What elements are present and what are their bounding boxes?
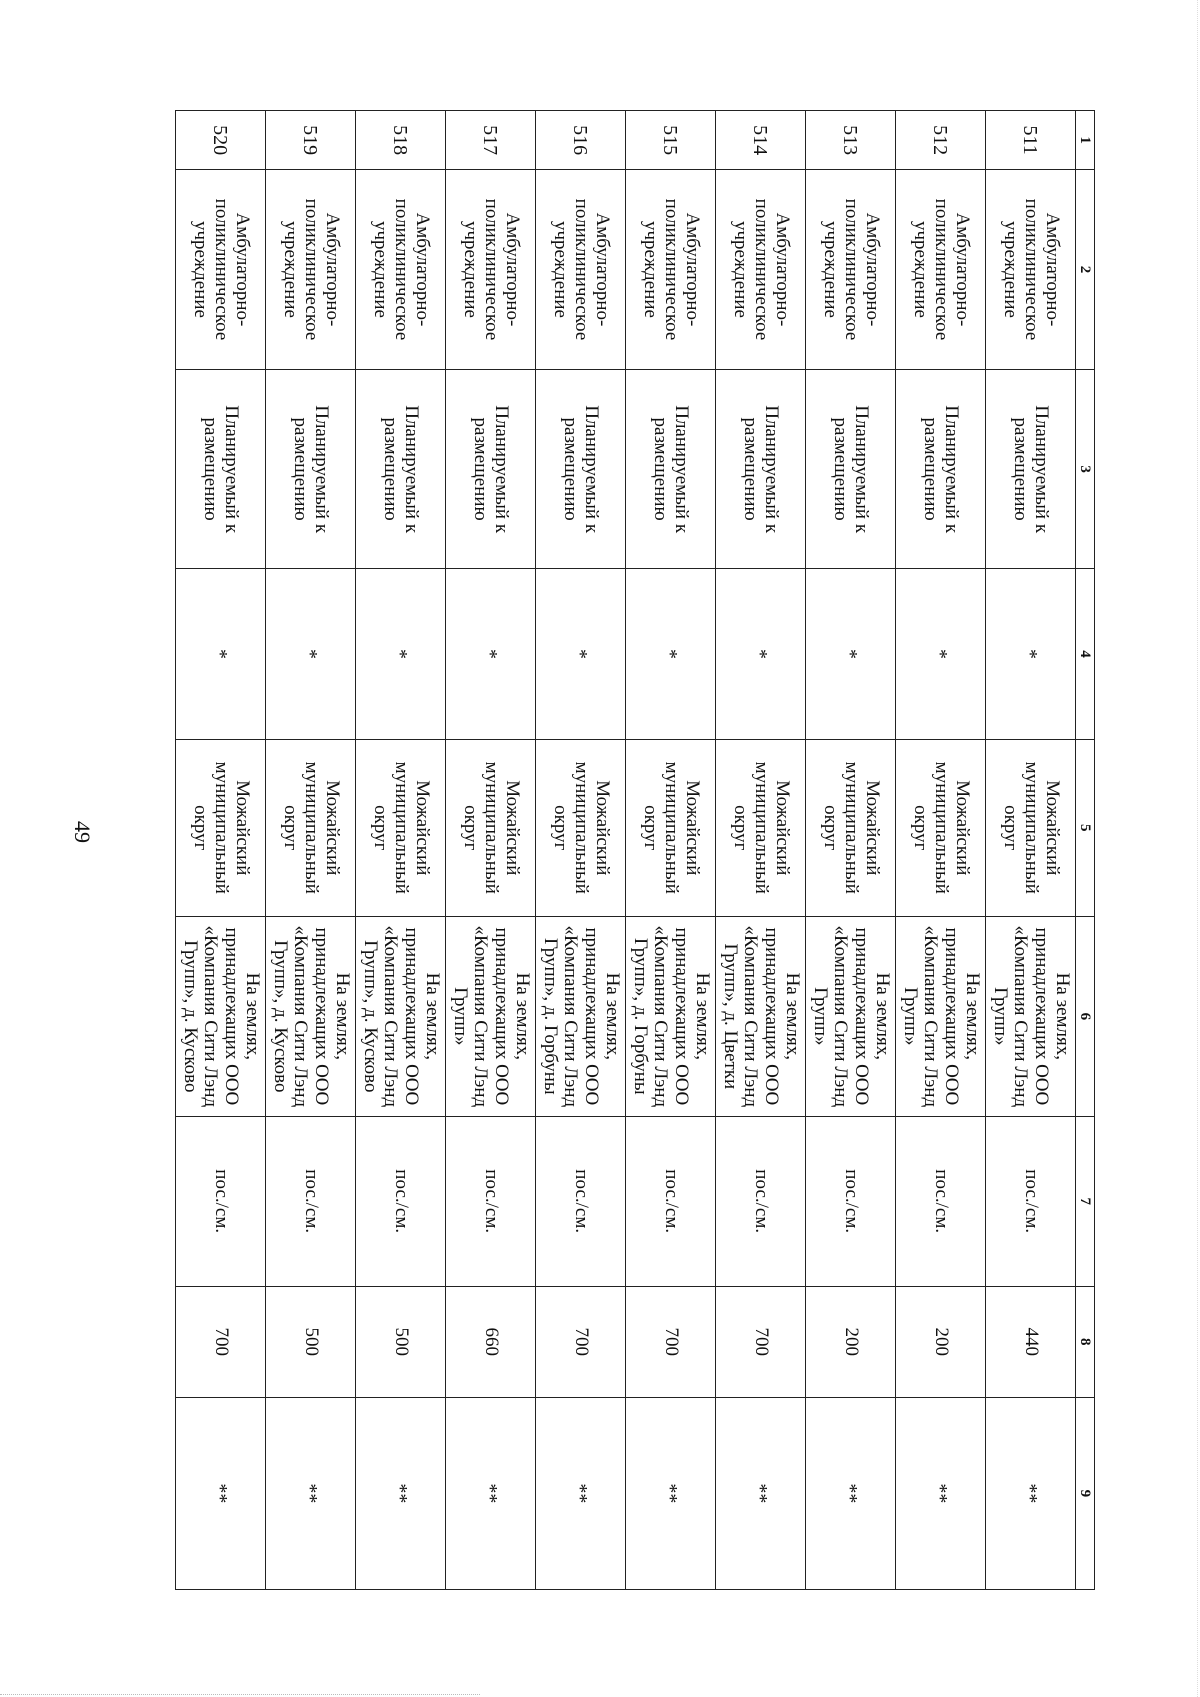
facility-status: Планируемый к размещению [806,369,896,569]
unit: пос./см. [446,1116,536,1286]
table-row [716,111,806,1590]
unit: пос./см. [716,1116,806,1286]
table-row [986,111,1076,1590]
unit: пос./см. [176,1116,266,1286]
note: ** [986,1397,1076,1589]
district: Можайский муниципальный округ [806,739,896,916]
table-container [179,110,1095,1590]
location: На землях, принадлежащих ООО «Компания Сити Лэнд Групп», д. Цветки [716,917,806,1117]
capacity: 700 [716,1286,806,1397]
note: ** [806,1397,896,1589]
note: ** [356,1397,446,1589]
marker: * [356,569,446,739]
location: На землях, принадлежащих ООО «Компания Сити Лэнд Групп», д. Кусково [356,917,446,1117]
location: На землях, принадлежащих ООО «Компания Сити Лэнд Групп», д. Горбуны [536,917,626,1117]
column-header: 8 [1076,1286,1095,1397]
marker: * [986,569,1076,739]
unit: пос./см. [986,1116,1076,1286]
table-row [896,111,986,1590]
capacity: 700 [626,1286,716,1397]
district: Можайский муниципальный округ [266,739,356,916]
column-header: 7 [1076,1116,1095,1286]
marker: * [266,569,356,739]
marker: * [536,569,626,739]
row-number: 519 [266,111,356,170]
header-row [1076,111,1095,1590]
capacity: 200 [806,1286,896,1397]
note: ** [716,1397,806,1589]
column-header: 2 [1076,170,1095,370]
facility-type: Амбулаторно-поликлиническое учреждение [176,170,266,370]
facility-status: Планируемый к размещению [896,369,986,569]
table-row [626,111,716,1590]
location: На землях, принадлежащих ООО «Компания Сити Лэнд Групп» [896,917,986,1117]
marker: * [626,569,716,739]
district: Можайский муниципальный округ [536,739,626,916]
facility-status: Планируемый к размещению [446,369,536,569]
location: На землях, принадлежащих ООО «Компания Сити Лэнд Групп», д. Кусково [176,917,266,1117]
column-header: 5 [1076,739,1095,916]
facility-status: Планируемый к размещению [266,369,356,569]
column-header: 4 [1076,569,1095,739]
column-header: 3 [1076,369,1095,569]
facility-type: Амбулаторно-поликлиническое учреждение [986,170,1076,370]
row-number: 516 [536,111,626,170]
unit: пос./см. [896,1116,986,1286]
table-row [176,111,266,1590]
district: Можайский муниципальный округ [626,739,716,916]
facility-status: Планируемый к размещению [356,369,446,569]
table-row [806,111,896,1590]
column-header: 6 [1076,917,1095,1117]
row-number: 518 [356,111,446,170]
capacity: 500 [266,1286,356,1397]
note: ** [266,1397,356,1589]
unit: пос./см. [356,1116,446,1286]
district: Можайский муниципальный округ [986,739,1076,916]
facility-type: Амбулаторно-поликлиническое учреждение [356,170,446,370]
location: На землях, принадлежащих ООО «Компания Сити Лэнд Групп» [986,917,1076,1117]
unit: пос./см. [536,1116,626,1286]
facility-status: Планируемый к размещению [626,369,716,569]
page-number: 49 [70,821,95,843]
facility-type: Амбулаторно-поликлиническое учреждение [446,170,536,370]
district: Можайский муниципальный округ [716,739,806,916]
row-number: 517 [446,111,536,170]
row-number: 512 [896,111,986,170]
row-number: 514 [716,111,806,170]
note: ** [536,1397,626,1589]
scan-artifact-edge [1196,0,1198,1697]
table-row [536,111,626,1590]
capacity: 660 [446,1286,536,1397]
capacity: 700 [176,1286,266,1397]
facility-status: Планируемый к размещению [986,369,1076,569]
scan-artifact-line [0,1693,480,1695]
table-row [446,111,536,1590]
district: Можайский муниципальный округ [896,739,986,916]
marker: * [806,569,896,739]
marker: * [716,569,806,739]
location: На землях, принадлежащих ООО «Компания Сити Лэнд Групп» [446,917,536,1117]
row-number: 513 [806,111,896,170]
row-number: 520 [176,111,266,170]
facility-type: Амбулаторно-поликлиническое учреждение [716,170,806,370]
unit: пос./см. [806,1116,896,1286]
marker: * [446,569,536,739]
unit: пос./см. [626,1116,716,1286]
note: ** [176,1397,266,1589]
capacity: 500 [356,1286,446,1397]
facility-type: Амбулаторно-поликлиническое учреждение [536,170,626,370]
facility-type: Амбулаторно-поликлиническое учреждение [626,170,716,370]
capacity: 700 [536,1286,626,1397]
district: Можайский муниципальный округ [176,739,266,916]
facility-type: Амбулаторно-поликлиническое учреждение [896,170,986,370]
facility-type: Амбулаторно-поликлиническое учреждение [806,170,896,370]
marker: * [176,569,266,739]
table-row [356,111,446,1590]
capacity: 440 [986,1286,1076,1397]
facility-status: Планируемый к размещению [176,369,266,569]
location: На землях, принадлежащих ООО «Компания Сити Лэнд Групп», д. Кусково [266,917,356,1117]
note: ** [896,1397,986,1589]
location: На землях, принадлежащих ООО «Компания Сити Лэнд Групп» [806,917,896,1117]
note: ** [626,1397,716,1589]
capacity: 200 [896,1286,986,1397]
district: Можайский муниципальный округ [356,739,446,916]
row-number: 511 [986,111,1076,170]
location: На землях, принадлежащих ООО «Компания Сити Лэнд Групп», д. Горбуны [626,917,716,1117]
row-number: 515 [626,111,716,170]
facility-status: Планируемый к размещению [536,369,626,569]
district: Можайский муниципальный округ [446,739,536,916]
facility-type: Амбулаторно-поликлиническое учреждение [266,170,356,370]
table-row [266,111,356,1590]
note: ** [446,1397,536,1589]
column-header: 9 [1076,1397,1095,1589]
marker: * [896,569,986,739]
facilities-table [175,110,1095,1590]
unit: пос./см. [266,1116,356,1286]
facility-status: Планируемый к размещению [716,369,806,569]
column-header: 1 [1076,111,1095,170]
